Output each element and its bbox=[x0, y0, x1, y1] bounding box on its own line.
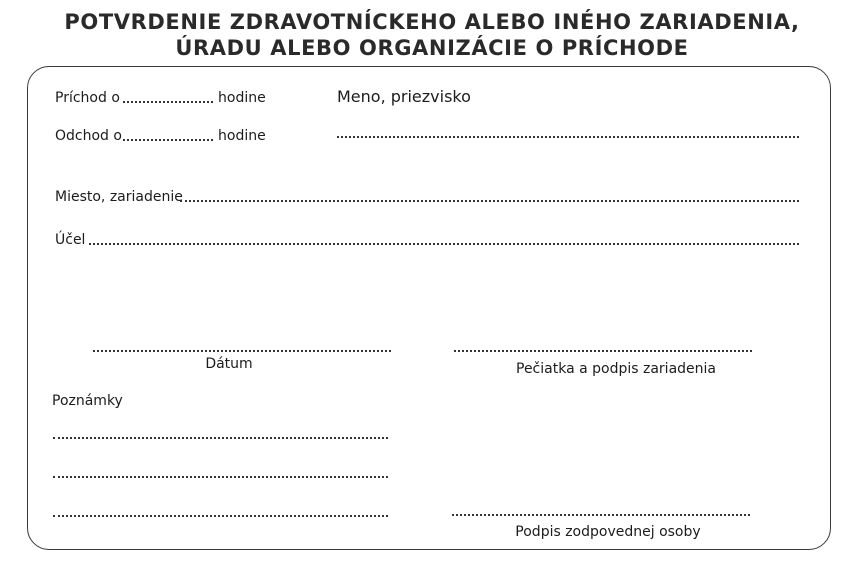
notes-line-1[interactable] bbox=[53, 437, 388, 439]
departure-suffix-label: hodine bbox=[218, 128, 266, 144]
responsible-signature-field[interactable] bbox=[452, 514, 750, 516]
stamp-signature-label: Pečiatka a podpis zariadenia bbox=[516, 361, 716, 377]
form-title-line-1: POTVRDENIE ZDRAVOTNÍCKEHO ALEBO INÉHO ZARIADENIA, bbox=[64, 10, 800, 34]
stamp-signature-field[interactable] bbox=[454, 350, 752, 352]
notes-label: Poznámky bbox=[52, 393, 123, 409]
place-label: Miesto, zariadenie bbox=[55, 189, 183, 205]
notes-line-3[interactable] bbox=[53, 515, 388, 517]
responsible-signature-label: Podpis zodpovednej osoby bbox=[515, 524, 701, 540]
date-label: Dátum bbox=[205, 356, 253, 372]
arrival-suffix-label: hodine bbox=[218, 90, 266, 106]
name-field[interactable] bbox=[337, 136, 799, 138]
departure-prefix-label: Odchod o bbox=[55, 128, 122, 144]
departure-time-field[interactable] bbox=[123, 139, 213, 141]
arrival-time-field[interactable] bbox=[123, 101, 213, 103]
place-field[interactable] bbox=[180, 200, 799, 202]
purpose-field[interactable] bbox=[89, 243, 799, 245]
purpose-label: Účel bbox=[55, 232, 86, 248]
form-title-line-2: ÚRADU ALEBO ORGANIZÁCIE O PRÍCHODE bbox=[175, 36, 689, 60]
notes-line-2[interactable] bbox=[53, 476, 388, 478]
arrival-prefix-label: Príchod o bbox=[55, 90, 120, 106]
name-label: Meno, priezvisko bbox=[337, 87, 471, 106]
date-field[interactable] bbox=[93, 350, 391, 352]
